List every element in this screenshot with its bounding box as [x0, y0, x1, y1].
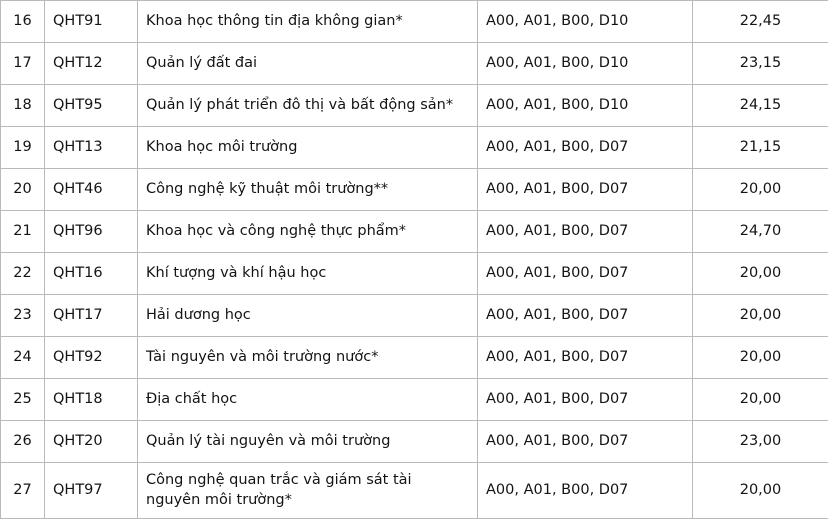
table-row — [1, 337, 828, 379]
row-index: 18 — [1, 85, 45, 127]
subject-combination: A00, A01, B00, D07 — [478, 127, 693, 169]
row-index: 25 — [1, 379, 45, 421]
table-row — [1, 43, 828, 85]
major-name: Quản lý tài nguyên và môi trường — [138, 421, 478, 463]
subject-combination: A00, A01, B00, D10 — [478, 1, 693, 43]
table-row — [1, 253, 828, 295]
table-row — [1, 1, 828, 43]
subject-combination: A00, A01, B00, D07 — [478, 337, 693, 379]
benchmark-score: 20,00 — [693, 169, 828, 211]
benchmark-score: 22,45 — [693, 1, 828, 43]
major-code: QHT95 — [45, 85, 138, 127]
major-name: Khí tượng và khí hậu học — [138, 253, 478, 295]
benchmark-score: 24,15 — [693, 85, 828, 127]
major-code: QHT20 — [45, 421, 138, 463]
benchmark-score: 24,70 — [693, 211, 828, 253]
row-index: 16 — [1, 1, 45, 43]
table-row — [1, 295, 828, 337]
major-code: QHT92 — [45, 337, 138, 379]
major-name: Khoa học môi trường — [138, 127, 478, 169]
major-code: QHT16 — [45, 253, 138, 295]
subject-combination: A00, A01, B00, D10 — [478, 43, 693, 85]
subject-combination: A00, A01, B00, D07 — [478, 295, 693, 337]
row-index: 23 — [1, 295, 45, 337]
table-row — [1, 421, 828, 463]
row-index: 17 — [1, 43, 45, 85]
major-code: QHT13 — [45, 127, 138, 169]
major-name: Quản lý phát triển đô thị và bất động sản* — [138, 85, 478, 127]
major-code: QHT97 — [45, 463, 138, 519]
table-row — [1, 127, 828, 169]
major-name: Công nghệ quan trắc và giám sát tài nguyên môi trường* — [138, 463, 478, 519]
benchmark-score: 21,15 — [693, 127, 828, 169]
major-name: Tài nguyên và môi trường nước* — [138, 337, 478, 379]
row-index: 22 — [1, 253, 45, 295]
table-row — [1, 85, 828, 127]
subject-combination: A00, A01, B00, D07 — [478, 379, 693, 421]
major-name: Hải dương học — [138, 295, 478, 337]
benchmark-score: 23,00 — [693, 421, 828, 463]
subject-combination: A00, A01, B00, D07 — [478, 253, 693, 295]
table-row — [1, 211, 828, 253]
table-row — [1, 379, 828, 421]
subject-combination: A00, A01, B00, D07 — [478, 463, 693, 519]
subject-combination: A00, A01, B00, D07 — [478, 169, 693, 211]
benchmark-score: 20,00 — [693, 295, 828, 337]
row-index: 19 — [1, 127, 45, 169]
major-code: QHT18 — [45, 379, 138, 421]
benchmark-score: 20,00 — [693, 337, 828, 379]
major-name: Công nghệ kỹ thuật môi trường** — [138, 169, 478, 211]
major-code: QHT12 — [45, 43, 138, 85]
table-body — [1, 1, 828, 519]
benchmark-score: 23,15 — [693, 43, 828, 85]
row-index: 21 — [1, 211, 45, 253]
benchmark-score: 20,00 — [693, 379, 828, 421]
major-code: QHT46 — [45, 169, 138, 211]
row-index: 27 — [1, 463, 45, 519]
major-code: QHT17 — [45, 295, 138, 337]
subject-combination: A00, A01, B00, D07 — [478, 211, 693, 253]
benchmark-score: 20,00 — [693, 463, 828, 519]
major-name: Khoa học thông tin địa không gian* — [138, 1, 478, 43]
major-name: Quản lý đất đai — [138, 43, 478, 85]
major-code: QHT96 — [45, 211, 138, 253]
subject-combination: A00, A01, B00, D10 — [478, 85, 693, 127]
major-name: Khoa học và công nghệ thực phẩm* — [138, 211, 478, 253]
benchmark-score: 20,00 — [693, 253, 828, 295]
row-index: 24 — [1, 337, 45, 379]
table-row — [1, 169, 828, 211]
subject-combination: A00, A01, B00, D07 — [478, 421, 693, 463]
table-row — [1, 463, 828, 519]
row-index: 26 — [1, 421, 45, 463]
major-code: QHT91 — [45, 1, 138, 43]
major-name: Địa chất học — [138, 379, 478, 421]
row-index: 20 — [1, 169, 45, 211]
